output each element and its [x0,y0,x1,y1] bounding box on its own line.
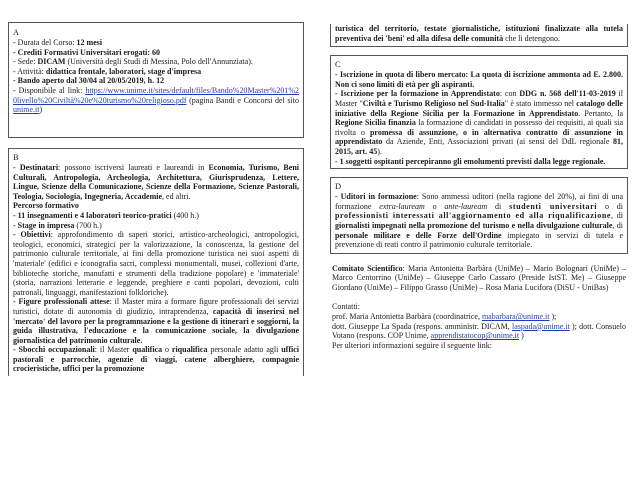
contacts-block [330,302,628,350]
apprendistato-paragraph: - Iscrizione per la formazione in Apprendistato: con DDG n. 568 dell'11-03-2019 il Master "Civiltà e Turismo Religioso nel Sud-Italia" è stato immesso nel catalogo delle iniziative della Regione Sicilia per la Formazione in Apprendistato. Pertanto, la Regione Sicilia finanzia la formazione di candidati in possesso dei requisiti, ai quali sia rivolta o promessa di assunzione, o in alternativa contratto di assunzione in apprendistato da Aziende, Enti, Associazioni privati (ai sensi del DdL regionale 81, 2015, art. 45). [335,89,624,156]
stage-line: - Stage in impresa (700 h.) [13,220,102,230]
destinatari-paragraph: - Destinatari: possono iscriversi laureati e laureandi in Economia, Turismo, Beni Culturali, Antropologia, Archeologia, Architettura, Giurisprudenza, Lettere, Lingue, Scienze della Comunicazione, Scienze della Formazione, Scienze Pastorali, Teologia, Sociologia, Ingegneria, Accademie, ed altri. [13,163,299,201]
left-column [8,22,304,376]
contact-admin: dott. Giuseppe La Spada (respons. amministr. DICAM, laspada@unime.it ); dott. Consuelo Votano (respons. COP Unime, apprendistatocop@unime.it ) [332,321,627,341]
continuation-text: turistica del territorio, testate giornalistiche, istituzioni finalizzate alla tutela preventiva dei 'beni' ed alla difesa delle comunità che li detengono. [335,24,623,43]
course-credits: - Crediti Formativi Universitari erogati: 60 [13,47,160,57]
section-a-box [8,22,304,138]
email-link-coordinator[interactable]: mabarbara@unime.it [481,312,550,322]
download-line: - Disponibile al link: https://www.unime.it/sites/default/files/Bando%20Master%201%20livello%20Civiltà%20e%20turismo%20religioso.pdf (pagina Bandi e Concorsi del sito unime.it) [13,85,299,115]
email-link-admin[interactable]: laspada@unime.it [512,321,570,331]
insegnamenti-line: - 11 insegnamenti e 4 laboratori teorico-pratici (400 h.) [13,210,199,220]
section-c-box [330,55,628,169]
email-link-cop[interactable]: apprendistatocop@unime.it [430,331,520,341]
unime-site-link[interactable]: unime.it [13,105,40,115]
section-a-letter: A [13,28,20,37]
section-b-box [8,148,304,376]
contact-coordinator: prof. Maria Antonietta Barbàra (coordinatrice, mabarbara@unime.it ); [332,312,557,322]
percorso-title: Percorso formativo [13,201,79,211]
course-activities: - Attività: didattica frontale, laboratori, stage d'impresa [13,66,202,76]
course-location: - Sede: DICAM (Università degli Studi di Messina, Polo dell'Annunziata). [13,57,253,67]
section-b-continuation [330,24,628,47]
uditori-paragraph: - Uditori in formazione: Sono ammessi uditori (nella ragione del 20%), ai fini di una formazione extra-lauream o ante-lauream di studenti universitari o di professionisti interessati all'aggiornamento ed alla riqualificazione, di giornalisti impegnati nella promozione del turismo e nella divulgazione culturale, di personale militare e delle Forze dell'Ordine impiegato in servizi di tutela e prevenzione di reati contro il patrimonio culturale territoriale. [335,192,623,250]
contacts-title: Contatti: [332,302,360,312]
figure-paragraph: - Figure professionali attese: il Master mira a formare figure professionali dei servizi turistici, dotate di autonomia di giudizio, intraprendenza, capacità di inserirsi nel 'mercato' del lavoro per la programmazione e la gestione di itinerari e soggiorni, la guida illustrativa, l'educazione e la comunicazione sociale, la divulgazione giornalistica del patrimonio culturale. [13,297,300,345]
comitato-paragraph: Comitato Scientifico: Maria Antonietta Barbàra (UniMe) – Mario Bolognari (UniMe) – Marco Centorrino (UniMe) – Giuseppe Carlo Cassaro (Preside IstST. Me) – Giuseppe Giordano (UniMe) – Filippo Grasso (UniMe) – Rosa Maria Lucifora (DiSU - UniBas) [332,263,626,292]
section-b-letter: B [13,153,19,162]
bando-link[interactable]: https://www.unime.it/sites/default/files/Bando%20Master%201%20livello%20Civiltà%20e%20turismo%20religioso.pdf [13,85,299,105]
quota-paragraph: - Iscrizione in quota di libero mercato: La quota di iscrizione ammonta ad E. 2.800. Non ci sono limiti di età per gli aspiranti. [335,70,623,89]
course-duration: - Durata del Corso: 12 mesi [13,38,103,47]
soggetti-paragraph: - 1 soggetti ospitanti percepiranno gli emolumenti previsti dalla legge regionale. [335,156,606,166]
course-deadline: - Bando aperto dal 30/04 al 20/05/2019, h. 12 [13,76,165,86]
section-d-letter: D [335,182,342,192]
more-info-line: Per ulteriori informazioni seguire il seguente link: [332,340,492,350]
section-d-box [330,177,628,254]
section-c-letter: C [335,60,341,70]
obiettivi-paragraph: - Obiettivi: approfondimento di saperi storici, artistico-archeologici, antropologici, teologici, economici, strategici per la valorizzazione, la conoscenza, la gestione del patrimonio culturale territoriale, ai fini della promozione turistica nei suoi aspetti di 'materiale' (edifici e iconografia sacri, complessi monumentali, musei, collezioni d'arte, biblioteche storiche, manufatti e strumenti della tradizione popolare) e 'immateriale' (storia, narrazioni letterarie e leggende, preghiere e canti popolari, devozioni, culti patronali, linguaggi, manifestazioni folkloriche). [13,230,299,297]
sbocchi-paragraph: - Sbocchi occupazionali: il Master qualifica o riqualifica personale adatto agli uffici pastorali e parrocchie, agenzie di viaggi, catene alberghiere, compagnie crocieristiche, uffici per la promozione [13,345,299,374]
right-column [330,24,628,350]
